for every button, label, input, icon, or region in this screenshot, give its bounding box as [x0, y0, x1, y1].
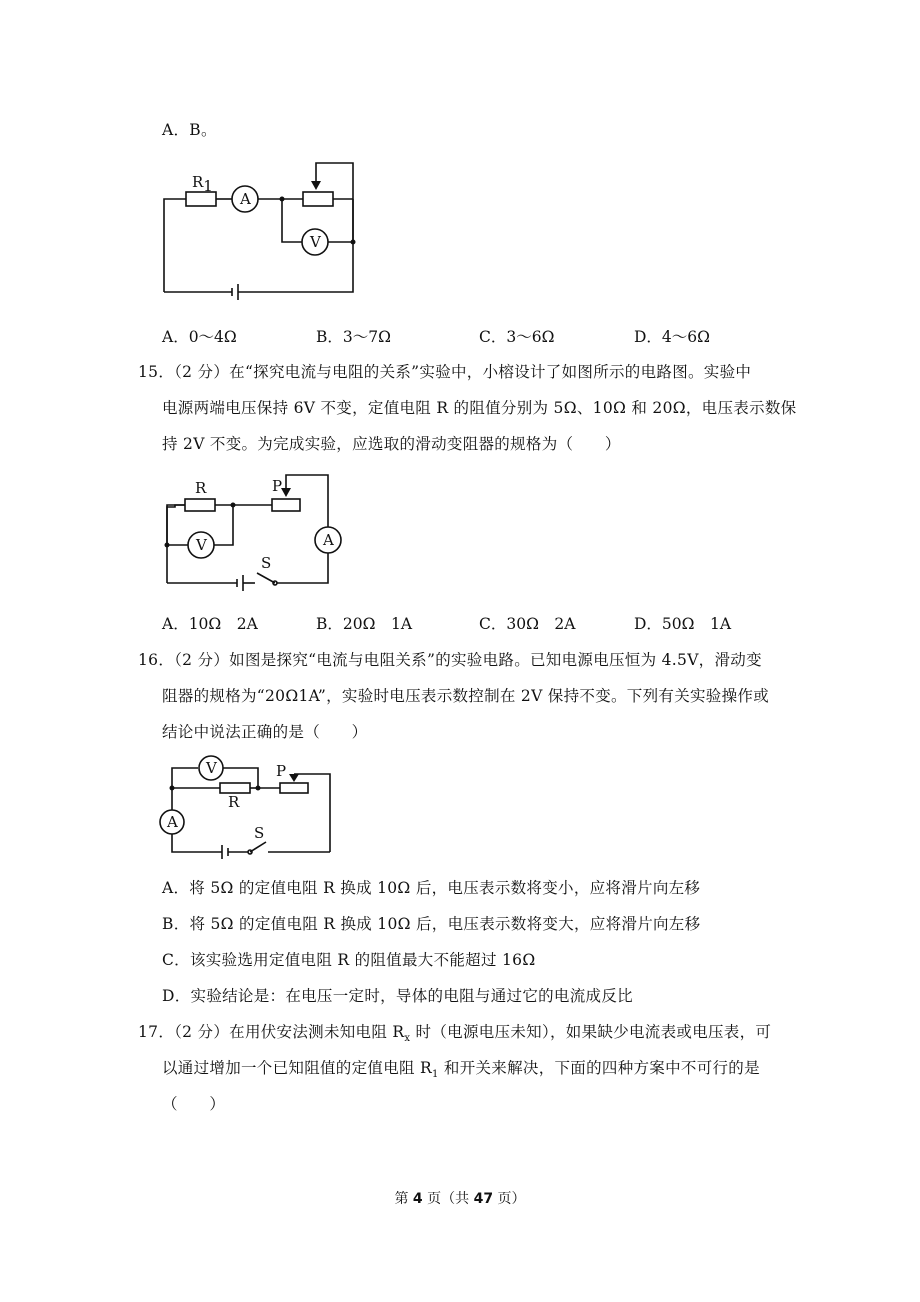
q16-slider-arrow	[289, 774, 299, 782]
q15-stem-line-1: 15．（2 分）在“探究电流与电阻的关系”实验中，小榕设计了如图所示的电路图。实验中	[138, 363, 752, 381]
q15-s-label: S	[261, 554, 272, 572]
q16-option-b[interactable]: B．将 5Ω 的定值电阻 R 换成 10Ω 后，电压表示数将变大，应将滑片向左移	[162, 915, 701, 933]
q15-option-c[interactable]: C．30Ω 2A	[479, 615, 576, 633]
q14-circuit-diagram	[150, 150, 370, 305]
q16-stem-line-3: 结论中说法正确的是（ ）	[162, 723, 368, 741]
q14-r1-label: R1	[192, 173, 213, 195]
q15-ammeter-label: A	[323, 531, 334, 549]
total-page-count: 47	[473, 1191, 494, 1207]
q15-rheostat	[272, 499, 300, 511]
q16-p-label: P	[276, 762, 287, 780]
q16-stem-line-1: 16．（2 分）如图是探究“电流与电阻关系”的实验电路。已知电源电压恒为 4.5V，滑动变	[138, 651, 762, 669]
q17-stem-line-2: 以通过增加一个已知阻值的定值电阻 $R_1$ 和开关来解决，下面的四种方案中不可行的是	[162, 1059, 760, 1081]
q15-option-b[interactable]: B．20Ω 1A	[316, 615, 413, 633]
q16-rheostat	[280, 783, 308, 793]
q16-voltmeter-label: V	[206, 759, 217, 777]
q15-slider-arrow	[281, 488, 291, 497]
q14-slider-arrow	[311, 181, 321, 190]
q14-voltmeter-label: V	[310, 233, 321, 251]
q15-switch	[257, 573, 275, 583]
q15-resistor-r	[185, 499, 215, 511]
q16-ammeter-label: A	[167, 813, 178, 831]
q16-s-label: S	[254, 824, 265, 842]
q16-resistor-r	[220, 783, 250, 793]
q15-voltmeter-label: V	[196, 536, 207, 554]
q15-r-label: R	[195, 479, 207, 497]
q14-option-a[interactable]: A．0～4Ω	[162, 328, 237, 346]
current-page-number: 4	[412, 1191, 423, 1207]
q17-stem-line-1: 17．（2 分）在用伏安法测未知电阻 $R_x$ 时（电源电压未知），如果缺少电流表或电压表，可	[138, 1023, 772, 1045]
q15-options	[162, 614, 882, 634]
q16-option-a[interactable]: A．将 5Ω 的定值电阻 R 换成 10Ω 后，电压表示数将变小，应将滑片向左移	[162, 879, 701, 897]
q14-options	[162, 327, 882, 347]
q15-stem-line-3: 持 2V 不变。为完成实验，应选取的滑动变阻器的规格为（ ）	[162, 435, 621, 453]
q16-switch	[250, 842, 266, 852]
q15-stem-line-2: 电源两端电压保持 6V 不变，定值电阻 R 的阻值分别为 5Ω、10Ω 和 20Ω，电压表示数保	[162, 399, 797, 417]
q16-option-c[interactable]: C．该实验选用定值电阻 R 的阻值最大不能超过 16Ω	[162, 951, 536, 969]
q15-option-d[interactable]: D．50Ω 1A	[634, 615, 732, 633]
q16-circuit-diagram	[158, 752, 348, 864]
q14-option-c[interactable]: C．3～6Ω	[479, 328, 555, 346]
page-footer: 第 4 页（共 47 页）	[394, 1191, 526, 1207]
q15-option-a[interactable]: A．10Ω 2A	[162, 615, 258, 633]
q16-option-d[interactable]: D．实验结论是：在电压一定时，导体的电阻与通过它的电流成反比	[162, 987, 633, 1005]
q14-option-b[interactable]: B．3～7Ω	[316, 328, 391, 346]
q14-rheostat	[303, 192, 333, 206]
q15-circuit-diagram	[155, 465, 355, 595]
q14-ammeter-label: A	[240, 190, 251, 208]
q14-top-line: A．B。	[162, 121, 217, 139]
q16-r-label: R	[228, 793, 240, 811]
q17-stem-line-3: （ ）	[162, 1095, 226, 1113]
q14-option-d[interactable]: D．4～6Ω	[634, 328, 711, 346]
q16-stem-line-2: 阻器的规格为“20Ω1A”，实验时电压表示数控制在 2V 保持不变。下列有关实验操作或	[162, 687, 770, 705]
q15-p-label: P	[272, 477, 283, 495]
